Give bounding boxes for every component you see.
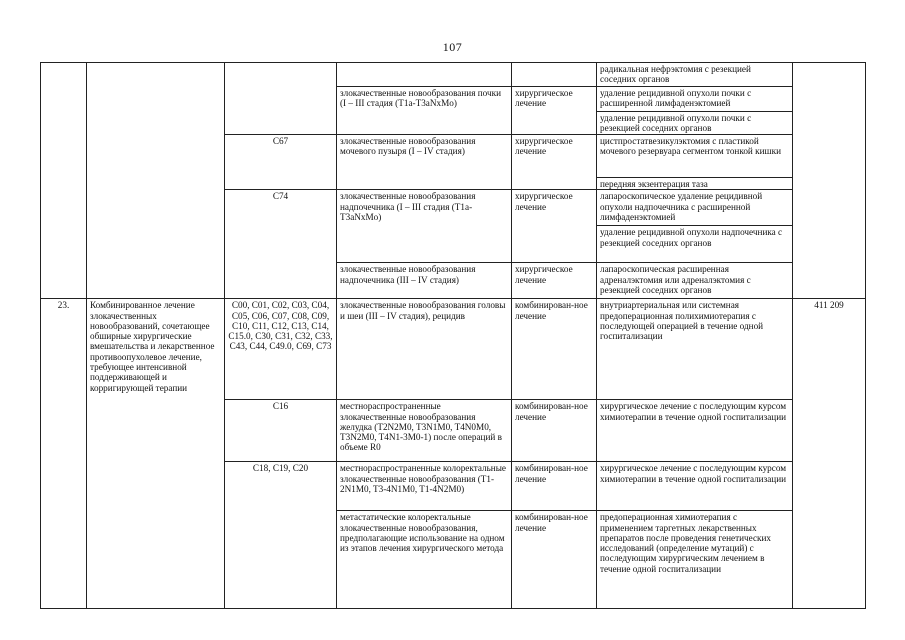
treatment-type-cell: хирургическое лечение [512,263,597,299]
treatment-type-cell: комбинирован-ное лечение [512,400,597,462]
disease-cell: местнораспространенные колоректальные злокачественные новообразования (T1-2N1M0, T3-4N1M0, T1-4N2M0) [337,462,512,511]
method-cell: радикальная нефрэктомия с резекцией соседних органов [597,63,793,87]
treatment-type-cell: хирургическое лечение [512,135,597,190]
icd-codes-cell: C67 [225,135,337,190]
method-cell: внутриартериальная или системная предоперационная полихимиотерапия с последующей операцией в течение одной госпитализации [597,299,793,400]
table-row [41,299,866,400]
method-cell: предоперационная химиотерапия с применением таргетных лекарственных препаратов после проведения генетических исследований (определение мутаций) с последующим хирургическим лечением в течение одной госпитализации [597,511,793,609]
method-cell: лапароскопическое удаление рецидивной опухоли надпочечника с расширенной лимфаденэктомией [597,190,793,226]
treatment-type-cell: комбинирован-ное лечение [512,299,597,400]
care-type-cell [87,63,225,299]
method-cell: удаление рецидивной опухоли почки с расширенной лимфаденэктомией [597,87,793,112]
method-cell: хирургическое лечение с последующим курсом химиотерапии в течение одной госпитализации [597,462,793,511]
disease-cell: метастатические колоректальные злокачественные новообразования, предполагающие использование на одном из этапов лечения хирургического метода [337,511,512,609]
icd-codes-cell: C18, C19, C20 [225,462,337,609]
treatment-table [40,62,866,609]
disease-cell [337,63,512,87]
icd-codes-cell: C16 [225,400,337,462]
treatment-type-cell: комбинирован-ное лечение [512,462,597,511]
method-cell: цистпростатвезикулэктомия с пластикой мочевого резервуара сегментом тонкой кишки [597,135,793,178]
method-cell: удаление рецидивной опухоли почки с резекцией соседних органов [597,112,793,135]
row-number-cell: 23. [41,299,87,609]
price-cell [793,63,866,299]
icd-codes-cell: C00, C01, C02, C03, C04, C05, C06, C07, C08, C09, C10, C11, C12, C13, C14, C15.0, C30, C31, C32, C33, C43, C44, C49.0, C69, C73 [225,299,337,400]
page-number: 107 [442,40,463,54]
method-cell: передняя экзентерация таза [597,178,793,190]
treatment-type-cell: комбинирован-ное лечение [512,511,597,609]
disease-cell: злокачественные новообразования надпочечника (III – IV стадия) [337,263,512,299]
disease-cell: злокачественные новообразования надпочечника (I – III стадия (T1a-T3aNxMo) [337,190,512,263]
care-type-cell: Комбинированное лечение злокачественных новообразований, сочетающее обширные хирургические вмешательства и лекарственное противоопухолевое лечение, требующее интенсивной поддерживающей и корригирующей терапии [87,299,225,609]
method-cell: хирургическое лечение с последующим курсом химиотерапии в течение одной госпитализации [597,400,793,462]
row-number-cell [41,63,87,299]
disease-cell: местнораспространенные злокачественные новообразования желудка (T2N2M0, T3N1M0, T4N0M0, T3N2M0, T4N1-3M0-1) после операций в объеме R0 [337,400,512,462]
treatment-type-cell: хирургическое лечение [512,190,597,263]
icd-codes-cell: C74 [225,190,337,299]
treatment-type-cell: хирургическое лечение [512,87,597,135]
method-cell: удаление рецидивной опухоли надпочечника с резекцией соседних органов [597,226,793,263]
price-cell: 411 209 [793,299,866,609]
method-cell: лапароскопическая расширенная адреналэктомия или адреналэктомия с резекцией соседних органов [597,263,793,299]
icd-codes-cell [225,63,337,135]
treatment-type-cell [512,63,597,87]
table-row [41,63,866,87]
disease-cell: злокачественные новообразования головы и шеи (III – IV стадия), рецидив [337,299,512,400]
disease-cell: злокачественные новообразования почки (I – III стадия (T1a-T3aNxMo) [337,87,512,135]
disease-cell: злокачественные новообразования мочевого пузыря (I – IV стадия) [337,135,512,190]
